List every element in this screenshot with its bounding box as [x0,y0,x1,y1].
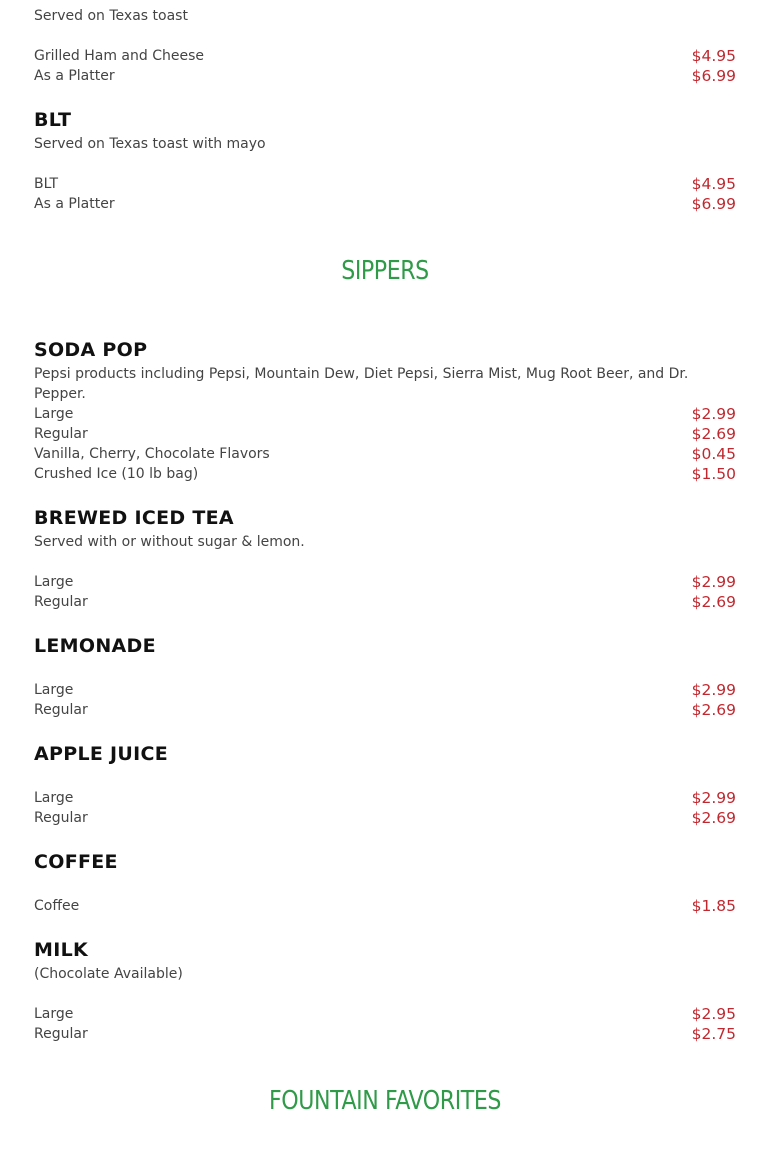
price-list [34,572,736,612]
section-heading-fountain-favorites: FOUNTAIN FAVORITES [268,1086,502,1116]
price-label: Large [34,682,74,698]
price-label: Regular [34,702,88,718]
price-list [34,46,736,86]
price-row [34,788,736,808]
price-row [34,808,736,828]
price-value: $2.69 [691,809,736,827]
price-list [34,174,736,214]
price-label: Regular [34,426,88,442]
price-value: $4.95 [691,47,736,65]
section-heading-sippers: SIPPERS [341,256,429,286]
price-value: $2.99 [691,789,736,807]
price-value: $6.99 [691,195,736,213]
price-label: Large [34,574,74,590]
item-title-blt: BLT [34,109,72,131]
price-value: $2.69 [691,701,736,719]
price-value: $1.85 [691,897,736,915]
price-row [34,572,736,592]
price-label: Vanilla, Cherry, Chocolate Flavors [34,446,270,462]
item-description: Served with or without sugar & lemon. [34,534,305,550]
price-row [34,194,736,214]
price-row [34,174,736,194]
item-title-milk: MILK [34,939,89,961]
price-row [34,424,736,444]
item-description: Served on Texas toast with mayo [34,136,266,152]
price-row [34,592,736,612]
item-description: Served on Texas toast [34,8,188,24]
price-label: Crushed Ice (10 lb bag) [34,466,199,482]
price-list [34,404,736,484]
price-value: $6.99 [691,67,736,85]
item-title-lemonade: LEMONADE [34,635,156,657]
price-label: Large [34,790,74,806]
price-value: $1.50 [691,465,736,483]
price-label: Coffee [34,898,80,914]
price-value: $4.95 [691,175,736,193]
price-list [34,788,736,828]
price-row [34,1024,736,1044]
price-value: $2.69 [691,593,736,611]
price-value: $2.99 [691,573,736,591]
price-row [34,700,736,720]
price-row [34,680,736,700]
price-label: Grilled Ham and Cheese [34,48,204,64]
price-row [34,66,736,86]
item-title-brewed-iced-tea: BREWED ICED TEA [34,507,234,529]
price-row [34,404,736,424]
price-value: $2.99 [691,405,736,423]
price-label: As a Platter [34,196,115,212]
price-list [34,1004,736,1044]
price-row [34,1004,736,1024]
item-title-coffee: COFFEE [34,851,118,873]
item-title-soda-pop: SODA POP [34,339,148,361]
price-label: Large [34,1006,74,1022]
price-value: $2.75 [691,1025,736,1043]
price-value: $0.45 [691,445,736,463]
price-label: Regular [34,810,88,826]
price-row [34,46,736,66]
price-row [34,896,736,916]
price-list [34,896,736,916]
price-label: BLT [34,176,59,192]
price-row [34,444,736,464]
item-description: (Chocolate Available) [34,966,183,982]
item-description: Pepsi products including Pepsi, Mountain Dew, Diet Pepsi, Sierra Mist, Mug Root Beer, and Dr. Pepper. [34,366,689,402]
price-label: Regular [34,1026,88,1042]
item-title-apple-juice: APPLE JUICE [34,743,169,765]
price-value: $2.69 [691,425,736,443]
price-list [34,680,736,720]
price-value: $2.99 [691,681,736,699]
price-label: Regular [34,594,88,610]
price-row [34,464,736,484]
price-label: Large [34,406,74,422]
price-label: As a Platter [34,68,115,84]
price-value: $2.95 [691,1005,736,1023]
